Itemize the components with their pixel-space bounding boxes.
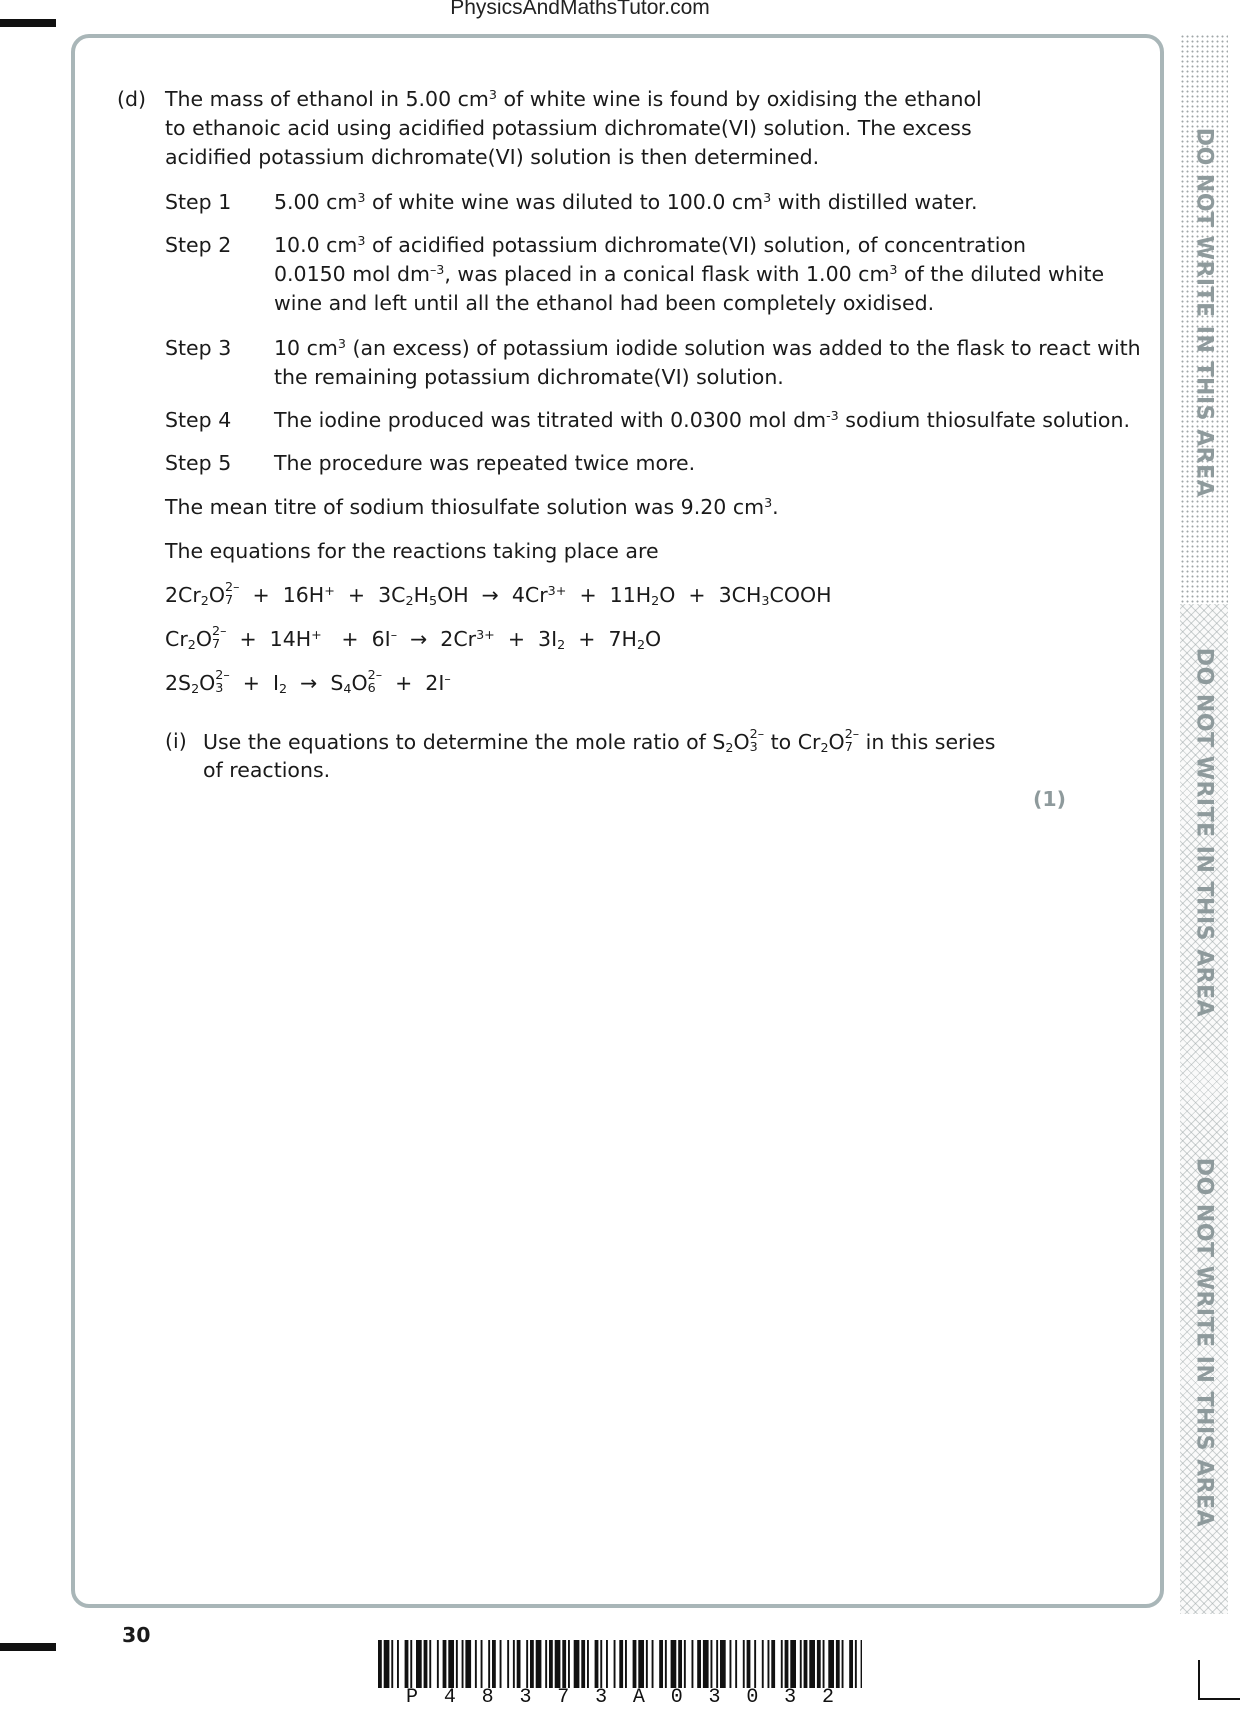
step-1-label: Step 1	[165, 190, 232, 214]
marks-available: (1)	[1033, 787, 1067, 811]
page-number: 30	[122, 1623, 151, 1647]
equation-2: $Cr_2O$ 2– 7 + $14H^+ + 6I^- \to 2Cr^{3+} + 3I_2 + 7H_2O$	[165, 623, 662, 652]
intro-line-3: acidified potassium dichromate(VI) solution is then determined.	[165, 145, 820, 169]
barcode-text: P 4 8 3 7 3 A 0 3 0 3 2	[406, 1686, 834, 1709]
step-1-text: 5.00 $cm^3$ of white wine was diluted to 100.0 $cm^3$ with distilled water.	[274, 190, 978, 214]
mean-titre: The mean titre of sodium thiosulfate solution was 9.20 $cm^3$.	[165, 495, 779, 519]
step-2-line-2: 0.0150 mol $dm^{-3}$, was placed in a conical flask with 1.00 $cm^3$ of the diluted white	[274, 262, 1105, 286]
registration-mark-top	[0, 19, 56, 27]
step-2-label: Step 2	[165, 233, 232, 257]
equation-3: $2S_2O$ 2– 3 + $I_2 \to S_4O$ 2– 6 + 2I–	[165, 667, 451, 696]
step-2-line-1: 10.0 $cm^3$ of acidified potassium dichromate(VI) solution, of concentration	[274, 233, 1026, 257]
barcode	[378, 1640, 862, 1688]
step-4-text: The iodine produced was titrated with 0.0300 mol $dm^{-3}$ sodium thiosulfate solution.	[274, 408, 1130, 432]
intro-line-1: The mass of ethanol in 5.00 $cm^3$ of white wine is found by oxidising the ethanol	[165, 87, 982, 111]
step-5-text: The procedure was repeated twice more.	[274, 451, 696, 475]
registration-mark-bottom	[0, 1643, 56, 1651]
step-4-label: Step 4	[165, 408, 232, 432]
step-3-line-1: 10 $cm^3$ (an excess) of potassium iodide solution was added to the flask to react with	[274, 336, 1141, 360]
crop-mark-vertical	[1198, 1660, 1200, 1700]
site-watermark: PhysicsAndMathsTutor.com	[450, 0, 710, 19]
part-i-line-1: Use the equations to determine the mole ratio of $S_2O$ 2– 3 to $Cr_2O$ 2– 7 in this series	[203, 726, 996, 755]
intro-line-2: to ethanoic acid using acidified potassium dichromate(VI) solution. The excess	[165, 116, 972, 140]
side-notice-2: DO NOT WRITE IN THIS AREA	[1191, 647, 1217, 1018]
part-i-line-2: of reactions.	[203, 758, 331, 782]
part-i-label: (i)	[165, 729, 187, 753]
side-notice-1: DO NOT WRITE IN THIS AREA	[1191, 127, 1217, 498]
equations-intro: The equations for the reactions taking place are	[165, 539, 659, 563]
step-3-line-2: the remaining potassium dichromate(VI) solution.	[274, 365, 784, 389]
side-notice-3: DO NOT WRITE IN THIS AREA	[1191, 1157, 1217, 1528]
equation-1: $2Cr_2O$ 2– 7 + $16H^+ + 3C_2H_5OH \to 4Cr^{3+} + 11H_2O$ + $3CH_3COOH$	[165, 579, 832, 608]
step-5-label: Step 5	[165, 451, 232, 475]
crop-mark-horizontal	[1198, 1698, 1240, 1700]
step-3-label: Step 3	[165, 336, 232, 360]
step-2-line-3: wine and left until all the ethanol had been completely oxidised.	[274, 291, 935, 315]
question-label: (d)	[117, 87, 147, 111]
